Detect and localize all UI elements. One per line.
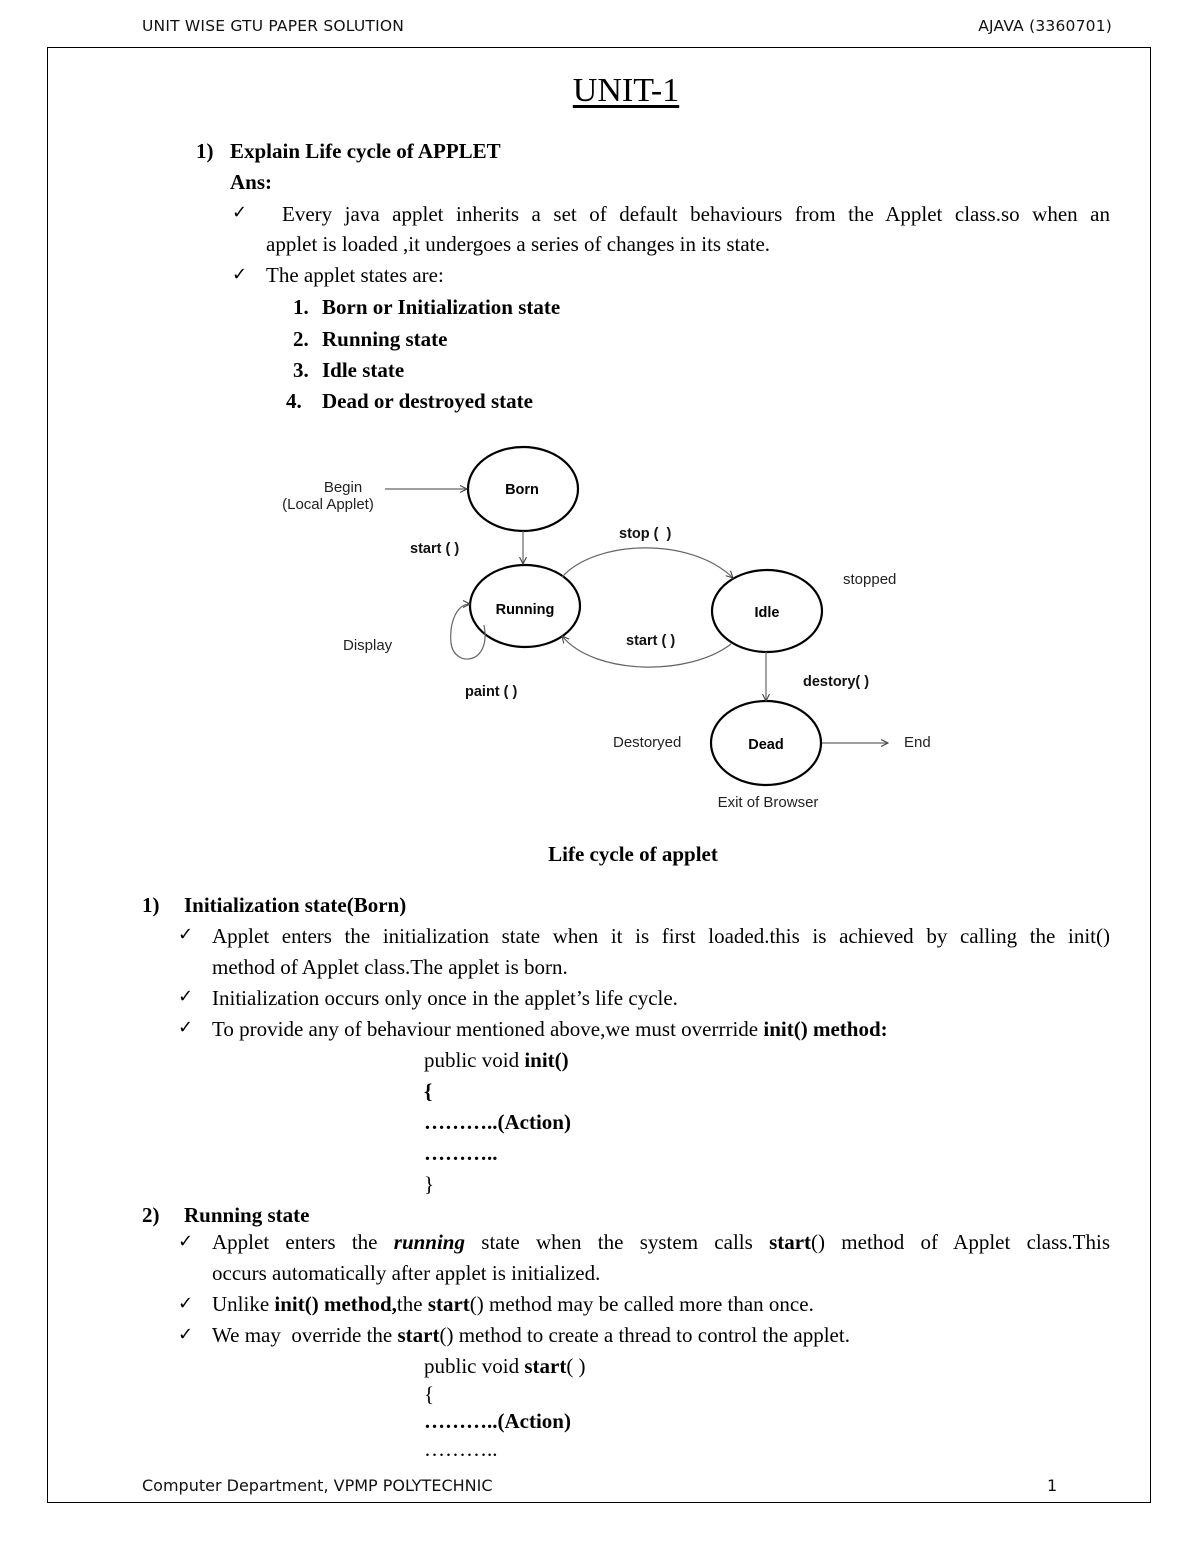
born-bullet-1-line2: method of Applet class.The applet is born. [212, 955, 568, 979]
question-text: Explain Life cycle of APPLET [230, 139, 501, 163]
page-number: 1 [1047, 1476, 1058, 1495]
code-action: ………..(Action) [424, 1110, 571, 1134]
check-icon: ✓ [178, 986, 194, 1007]
running-bullet-1-line1: Applet enters the running state when the system calls start() method of Applet class.This [212, 1230, 1110, 1254]
question-number: 1) [196, 139, 214, 163]
state-number: 3. [293, 358, 309, 382]
check-icon: ✓ [178, 1324, 194, 1345]
code-dots: ……….. [424, 1437, 498, 1461]
intro-bullet-1-line2: applet is loaded ,it undergoes a series of changes in its state. [266, 232, 771, 256]
state-item: Running state [322, 327, 448, 351]
check-icon: ✓ [178, 1293, 194, 1314]
code-close-brace: } [424, 1172, 435, 1196]
idle-label: Idle [754, 605, 780, 621]
check-icon: ✓ [178, 924, 194, 945]
unit-title: UNIT-1 [572, 72, 680, 109]
stop-method-label: stop ( ) [619, 526, 672, 542]
section-number: 1) [142, 893, 160, 917]
state-item: Dead or destroyed state [322, 389, 533, 413]
check-icon: ✓ [178, 1231, 194, 1252]
section-heading: Running state [184, 1203, 310, 1227]
paint-loop-arrow [451, 604, 485, 659]
running-label: Running [495, 602, 555, 618]
state-item: Idle state [322, 358, 405, 382]
answer-label: Ans: [230, 170, 273, 194]
born-label: Born [505, 482, 539, 498]
begin-label: Begin [323, 479, 363, 496]
running-bullet-2: Unlike init() method,the start() method may be called more than once. [212, 1292, 814, 1316]
code-open-brace: { [424, 1382, 435, 1406]
restart-method-label: start ( ) [626, 633, 676, 649]
running-header-left: UNIT WISE GTU PAPER SOLUTION [142, 17, 405, 35]
destroyed-label: Destoryed [613, 734, 682, 751]
start-method-label: start ( ) [410, 541, 460, 557]
footer-department: Computer Department, VPMP POLYTECHNIC [142, 1476, 493, 1495]
paint-method-label: paint ( ) [465, 684, 518, 700]
figure-caption: Life cycle of applet [548, 842, 718, 866]
running-bullet-3: We may override the start() method to create a thread to control the applet. [212, 1323, 850, 1347]
check-icon: ✓ [232, 264, 248, 285]
local-applet-label: (Local Applet) [282, 496, 374, 513]
state-number: 2. [293, 327, 309, 351]
section-heading: Initialization state(Born) [184, 893, 407, 917]
section-number: 2) [142, 1203, 160, 1227]
state-number: 4. [286, 389, 302, 413]
end-label: End [904, 734, 931, 751]
display-label: Display [343, 637, 393, 654]
destroy-method-label: destory( ) [803, 674, 870, 690]
code-dots: ……….. [424, 1141, 498, 1165]
stop-arrow [562, 548, 733, 578]
running-bullet-1-line2: occurs automatically after applet is initialized. [212, 1261, 601, 1285]
check-icon: ✓ [178, 1017, 194, 1038]
exit-browser-label: Exit of Browser [717, 794, 819, 811]
state-item: Born or Initialization state [322, 295, 561, 319]
code-signature: public void init() [424, 1048, 569, 1072]
code-signature: public void start( ) [424, 1354, 586, 1378]
dead-label: Dead [748, 737, 784, 753]
stopped-label: stopped [843, 571, 897, 588]
running-header-right: AJAVA (3360701) [978, 17, 1112, 35]
born-bullet-3: To provide any of behaviour mentioned above,we must overrride init() method: [212, 1017, 888, 1041]
born-bullet-2: Initialization occurs only once in the applet’s life cycle. [212, 986, 678, 1010]
intro-bullet-1-line1: Every java applet inherits a set of default behaviours from the Applet class.so when an [282, 202, 1110, 226]
state-number: 1. [293, 295, 309, 319]
code-open-brace: { [424, 1079, 433, 1103]
code-action: ………..(Action) [424, 1409, 571, 1433]
born-bullet-1-line1: Applet enters the initialization state when it is first loaded.this is achieved by calling the init() [212, 924, 1110, 948]
intro-bullet-2: The applet states are: [266, 263, 444, 287]
check-icon: ✓ [232, 202, 248, 223]
